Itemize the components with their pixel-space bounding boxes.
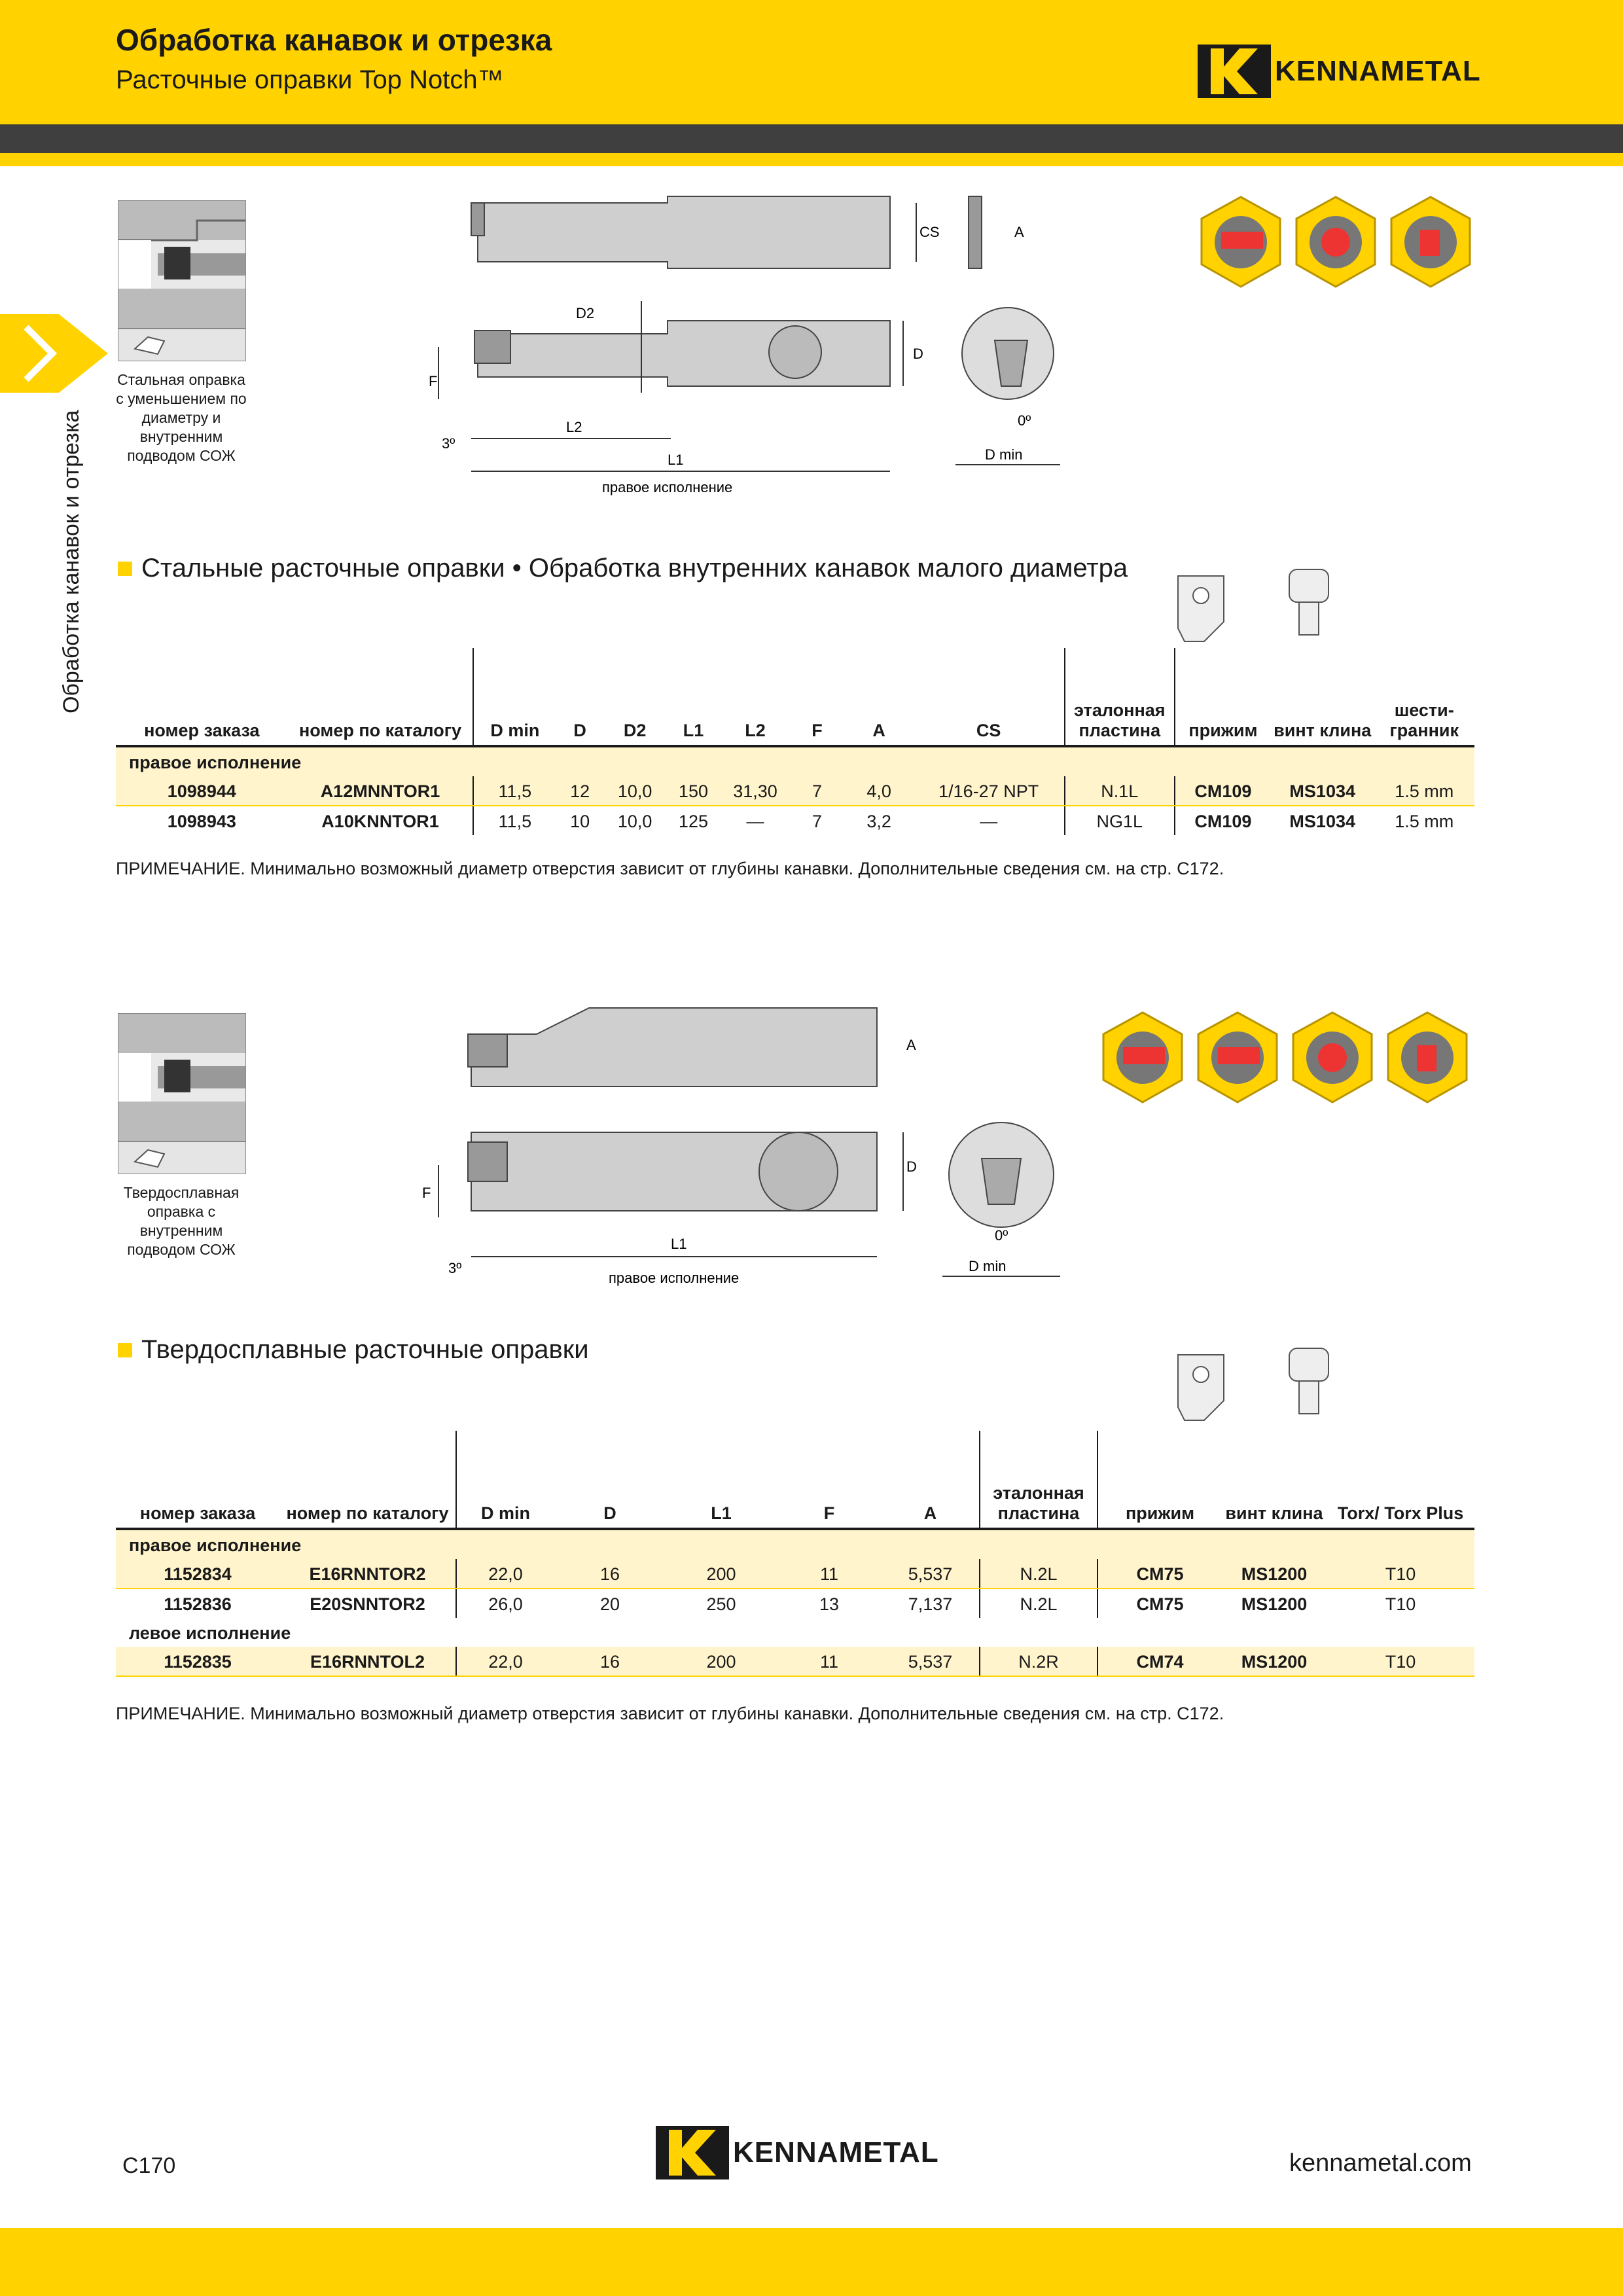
clamp-icon	[1178, 576, 1224, 641]
clamp-icon	[1178, 1355, 1224, 1420]
cell-l1: 250	[706, 1594, 736, 1614]
cell-clamp: CM75	[1097, 1559, 1222, 1588]
screw-icon	[1289, 1348, 1329, 1381]
cell-cs: —	[980, 811, 998, 831]
dim-d: D	[906, 1158, 917, 1175]
cell-d: 20	[599, 1594, 620, 1614]
dim-angle: 3º	[448, 1260, 462, 1276]
col-dmin: D min	[456, 1431, 554, 1529]
insert-icon	[118, 329, 245, 361]
kennametal-k-icon	[1198, 45, 1271, 98]
cell-a: 4,0	[845, 776, 914, 806]
order-number: 1152835	[116, 1647, 279, 1676]
table-row	[116, 1647, 1474, 1676]
col-d: D	[556, 648, 604, 746]
cell-screw: MS1200	[1241, 1594, 1308, 1614]
cell-l1: 200	[666, 1559, 777, 1588]
group-label-left: левое исполнение	[129, 1623, 291, 1643]
kennametal-logo	[1198, 45, 1481, 98]
internal-groove-icon	[1388, 1013, 1467, 1102]
dim-zero-angle: 0º	[995, 1227, 1008, 1244]
cell-hex: 1.5 mm	[1374, 776, 1475, 806]
carbide-toolholder-drawing	[419, 1001, 1060, 1296]
steel-bars-table	[116, 648, 1474, 835]
page-subtitle: Расточные оправки Top Notch™	[116, 65, 504, 94]
dim-f: F	[422, 1185, 431, 1201]
website-link[interactable]: kennametal.com	[1289, 2149, 1472, 2177]
cell-screw: MS1034	[1289, 811, 1355, 831]
col-cs: CS	[914, 648, 1065, 746]
cell-a: 5,537	[882, 1559, 980, 1588]
group-label-right: правое исполнение	[116, 746, 1474, 776]
boring-bar-in-bore-icon	[118, 201, 245, 328]
order-number: 1098943	[167, 811, 236, 831]
dim-l1: L1	[671, 1236, 687, 1252]
cell-a: 7,137	[908, 1594, 953, 1614]
col-l1: L1	[666, 1431, 777, 1529]
table-row	[116, 806, 1474, 835]
cell-d: 10	[570, 811, 590, 831]
dim-angle: 3º	[442, 435, 455, 452]
col-hex-key: шести-гранник	[1374, 648, 1475, 746]
cell-screw: MS1200	[1222, 1559, 1327, 1588]
insert-icon	[118, 1142, 245, 1174]
page-header	[0, 0, 1623, 124]
thread-application-icon	[1103, 1013, 1182, 1102]
cell-insert: N.2L	[980, 1588, 1097, 1618]
cell-l2: 31,30	[721, 776, 789, 806]
brand-name: KENNAMETAL	[1275, 55, 1481, 87]
section-title	[118, 554, 1128, 583]
col-l2: L2	[721, 648, 789, 746]
dim-l2: L2	[566, 419, 582, 435]
toolholder-thumbnail	[118, 200, 246, 329]
dim-dmin: D min	[985, 446, 1023, 463]
section-title-text: Стальные расточные оправки • Обработка внутренних канавок малого диаметра	[141, 554, 1128, 583]
col-a: A	[882, 1431, 980, 1529]
dim-d2: D2	[576, 305, 595, 321]
header-dark-band	[0, 124, 1623, 153]
dim-a: A	[906, 1037, 916, 1053]
face-groove-icon	[1293, 1013, 1372, 1102]
cell-f: 11	[777, 1559, 882, 1588]
dim-a: A	[1014, 224, 1024, 240]
table-row	[116, 1559, 1474, 1588]
side-tab-label: Обработка канавок и отрезка	[59, 410, 84, 713]
thumbnail-caption: Твердосплавная оправка с внутренним подводом СОЖ	[123, 1184, 240, 1258]
order-number: 1098944	[116, 776, 288, 806]
order-number: 1152836	[164, 1594, 232, 1614]
cell-l1: 200	[666, 1647, 777, 1676]
group-label-right: правое исполнение	[116, 1529, 1474, 1559]
cell-insert: N.2L	[980, 1559, 1097, 1588]
cell-f: 13	[819, 1594, 840, 1614]
cell-insert: NG1L	[1065, 806, 1175, 835]
col-clamp-screw: винт клина	[1271, 648, 1374, 746]
cell-f: 7	[790, 776, 845, 806]
col-l1: L1	[666, 648, 721, 746]
brand-name: KENNAMETAL	[733, 2136, 939, 2168]
insert-thumbnail	[118, 1141, 246, 1174]
catalog-number: A12MNNTOR1	[288, 776, 474, 806]
table-note: ПРИМЕЧАНИЕ. Минимально возможный диаметр отверстия зависит от глубины канавки. Дополнительные сведения см. на стр. C172.	[116, 1704, 1224, 1723]
col-d: D	[554, 1431, 666, 1529]
section-title	[118, 1335, 589, 1365]
col-order-number: номер заказа	[116, 648, 288, 746]
side-chevron-icon	[0, 314, 111, 393]
table-row	[116, 1588, 1474, 1618]
table-row	[116, 776, 1474, 806]
col-catalog-number: номер по каталогу	[279, 1431, 456, 1529]
cell-clamp: CM109	[1175, 776, 1271, 806]
section-title-text: Твердосплавные расточные оправки	[141, 1335, 589, 1364]
col-clamp: прижим	[1175, 648, 1271, 746]
dim-d: D	[913, 346, 923, 362]
toolholder-drawing	[419, 190, 1060, 504]
screw-icon	[1289, 569, 1329, 602]
catalog-number: E20SNNTOR2	[310, 1594, 425, 1614]
col-reference-insert: эталонная пластина	[980, 1431, 1097, 1529]
col-f: F	[777, 1431, 882, 1529]
dim-l1: L1	[668, 452, 684, 468]
cell-d2: 10,0	[604, 776, 666, 806]
cell-l1: 125	[678, 811, 708, 831]
application-icons	[1198, 194, 1479, 292]
dim-dmin: D min	[969, 1258, 1007, 1274]
cell-f: 7	[812, 811, 823, 831]
header-yellow-rule	[0, 153, 1623, 166]
carbide-bar-in-bore-icon	[118, 1014, 245, 1141]
col-a: A	[845, 648, 914, 746]
dim-cs: CS	[919, 224, 940, 240]
catalog-number: E16RNNTOL2	[279, 1647, 456, 1676]
cell-cs: 1/16-27 NPT	[914, 776, 1065, 806]
drawing-caption: правое исполнение	[602, 479, 733, 495]
cell-d2: 10,0	[617, 811, 652, 831]
col-d2: D2	[604, 648, 666, 746]
drawing-caption: правое исполнение	[609, 1270, 740, 1286]
cell-d: 16	[554, 1647, 666, 1676]
col-catalog-number: номер по каталогу	[288, 648, 474, 746]
section-bullet-icon	[118, 1343, 132, 1357]
cell-a: 5,537	[882, 1647, 980, 1676]
cell-insert: N.2R	[980, 1647, 1097, 1676]
face-groove-icon	[1296, 197, 1375, 287]
col-reference-insert: эталонная пластина	[1065, 648, 1175, 746]
cell-dmin: 22,0	[456, 1647, 554, 1676]
cell-torx: T10	[1327, 1647, 1474, 1676]
cell-f: 11	[777, 1647, 882, 1676]
internal-groove-icon	[1391, 197, 1470, 287]
groove-application-icon	[1198, 1013, 1277, 1102]
cell-dmin: 11,5	[473, 776, 556, 806]
insert-thumbnail	[118, 329, 246, 361]
spare-parts-icons	[1171, 1342, 1368, 1427]
kennametal-k-icon	[656, 2126, 729, 2179]
col-f: F	[790, 648, 845, 746]
kennametal-logo	[656, 2126, 939, 2179]
groove-application-icon	[1202, 197, 1280, 287]
order-number: 1152834	[116, 1559, 279, 1588]
cell-screw: MS1200	[1222, 1647, 1327, 1676]
cell-d: 16	[554, 1559, 666, 1588]
cell-dmin: 22,0	[456, 1559, 554, 1588]
dim-f: F	[429, 373, 438, 389]
section-bullet-icon	[118, 562, 132, 576]
cell-dmin: 11,5	[473, 806, 556, 835]
catalog-number: E16RNNTOR2	[279, 1559, 456, 1588]
cell-d: 12	[556, 776, 604, 806]
cell-clamp: CM75	[1097, 1588, 1222, 1618]
col-torx: Torx/ Torx Plus	[1327, 1431, 1474, 1529]
cell-hex: 1.5 mm	[1395, 811, 1454, 831]
footer-yellow-band	[0, 2228, 1623, 2296]
cell-screw: MS1034	[1271, 776, 1374, 806]
cell-l2: —	[746, 811, 764, 831]
catalog-number: A10KNNTOR1	[321, 811, 439, 831]
thumbnail-caption: Стальная оправка с уменьшением по диаметру и внутренним подводом СОЖ	[116, 371, 247, 464]
application-icons	[1099, 1009, 1479, 1107]
dim-zero-angle: 0º	[1018, 412, 1031, 429]
page-title: Обработка канавок и отрезка	[116, 23, 552, 57]
col-order-number: номер заказа	[116, 1431, 279, 1529]
spare-parts-icons	[1171, 563, 1368, 648]
cell-insert: N.1L	[1065, 776, 1175, 806]
cell-l1: 150	[666, 776, 721, 806]
cell-clamp: CM74	[1097, 1647, 1222, 1676]
cell-clamp: CM109	[1175, 806, 1271, 835]
cell-a: 3,2	[866, 811, 891, 831]
col-clamp-screw: винт клина	[1222, 1431, 1327, 1529]
cell-torx: T10	[1327, 1559, 1474, 1588]
cell-torx: T10	[1385, 1594, 1416, 1614]
col-dmin: D min	[473, 648, 556, 746]
table-note: ПРИМЕЧАНИЕ. Минимально возможный диаметр отверстия зависит от глубины канавки. Дополнительные сведения см. на стр. C172.	[116, 859, 1224, 878]
cell-dmin: 26,0	[456, 1588, 554, 1618]
toolholder-thumbnail	[118, 1013, 246, 1141]
col-clamp: прижим	[1097, 1431, 1222, 1529]
carbide-bars-table	[116, 1431, 1474, 1677]
page-number: C170	[122, 2153, 176, 2178]
